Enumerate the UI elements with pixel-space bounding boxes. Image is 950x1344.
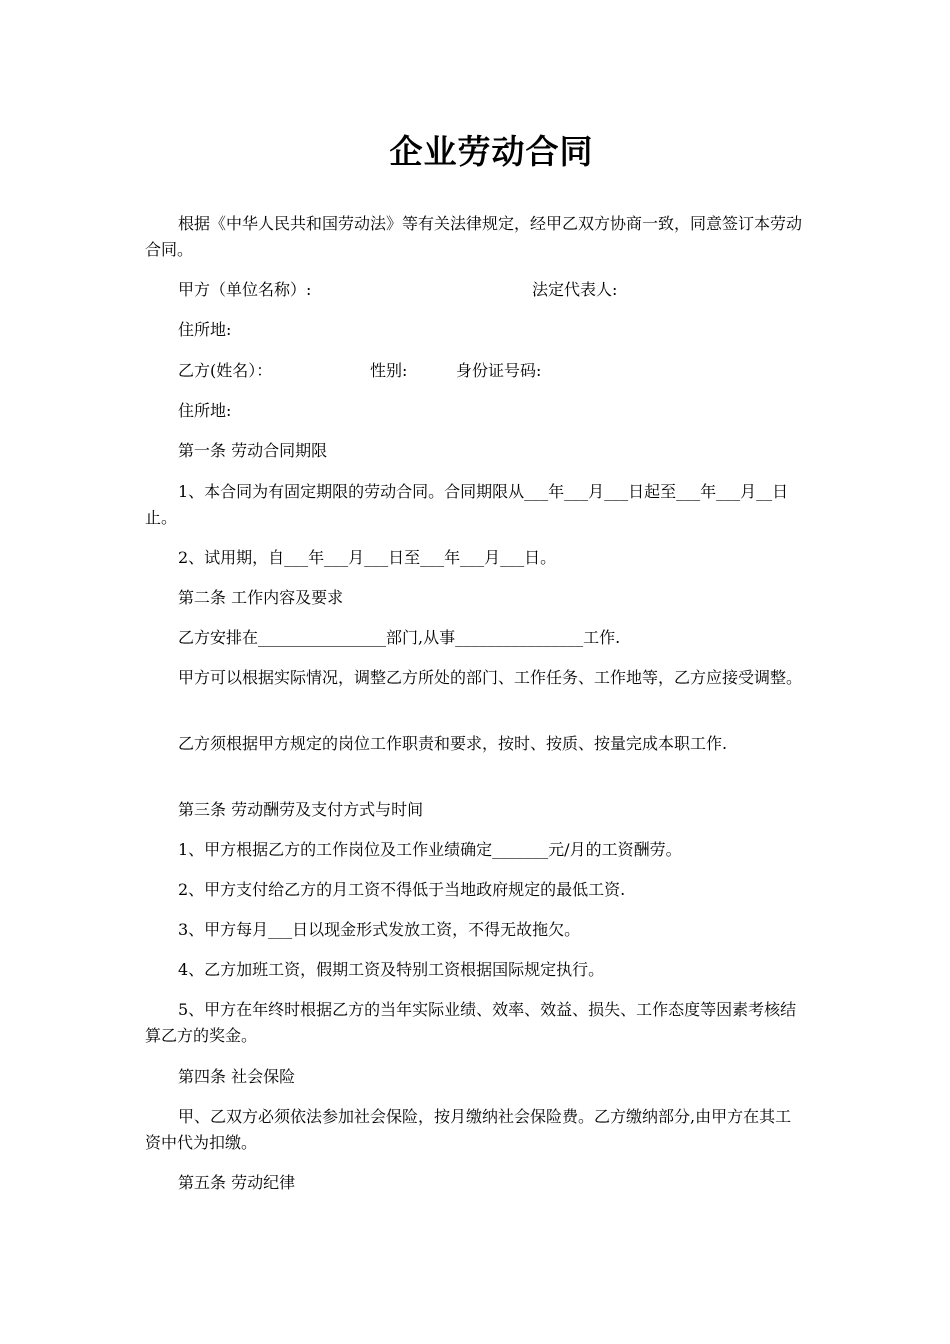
article-1-clause-2: 2、试用期，自___年___月___日至___年___月___日。 xyxy=(178,548,557,567)
article-3-heading: 第三条 劳动酬劳及支付方式与时间 xyxy=(178,800,424,819)
article-2-clause-1: 乙方安排在________________部门,从事________________工作. xyxy=(178,628,621,647)
article-4-clause-1: 甲、乙双方必须依法参加社会保险，按月缴纳社会保险费。乙方缴纳部分,由甲方在其工资中代为扣缴。 xyxy=(145,1107,792,1152)
article-1-clause-1: 1、本合同为有固定期限的劳动合同。合同期限从___年___月___日起至___年___月__日止。 xyxy=(145,482,789,527)
article-2-clause-3: 乙方须根据甲方规定的岗位工作职责和要求，按时、按质、按量完成本职工作. xyxy=(178,734,728,753)
article-2-clause-2: 甲方可以根据实际情况，调整乙方所处的部门、工作任务、工作地等，乙方应接受调整。 xyxy=(178,668,803,687)
party-a-address-label: 住所地: xyxy=(178,320,232,339)
article-5-heading: 第五条 劳动纪律 xyxy=(178,1173,296,1192)
party-a-representative-label: 法定代表人: xyxy=(532,280,618,299)
article-3-clause-3: 3、甲方每月___日以现金形式发放工资，不得无故拖欠。 xyxy=(178,920,581,939)
article-3-clause-5: 5、甲方在年终时根据乙方的当年实际业绩、效率、效益、损失、工作态度等因素考核结算乙方的奖金。 xyxy=(145,1000,797,1045)
article-2-heading: 第二条 工作内容及要求 xyxy=(178,588,344,607)
document-title: 企业劳动合同 xyxy=(389,132,594,171)
party-b-address-label: 住所地: xyxy=(178,401,232,420)
article-1-heading: 第一条 劳动合同期限 xyxy=(178,441,328,460)
intro-paragraph: 根据《中华人民共和国劳动法》等有关法律规定，经甲乙双方协商一致，同意签订本劳动合同。 xyxy=(145,214,803,259)
party-b-id-label: 身份证号码: xyxy=(456,361,542,380)
article-3-clause-1: 1、甲方根据乙方的工作岗位及工作业绩确定_______元/月的工资酬劳。 xyxy=(178,840,682,859)
article-4-heading: 第四条 社会保险 xyxy=(178,1067,296,1086)
party-b-gender-label: 性别: xyxy=(370,361,408,380)
article-3-clause-4: 4、乙方加班工资，假期工资及特别工资根据国际规定执行。 xyxy=(178,960,605,979)
party-a-name-label: 甲方（单位名称）: xyxy=(178,280,312,299)
party-b-name-label: 乙方(姓名）： xyxy=(178,361,273,380)
article-3-clause-2: 2、甲方支付给乙方的月工资不得低于当地政府规定的最低工资. xyxy=(178,880,626,899)
